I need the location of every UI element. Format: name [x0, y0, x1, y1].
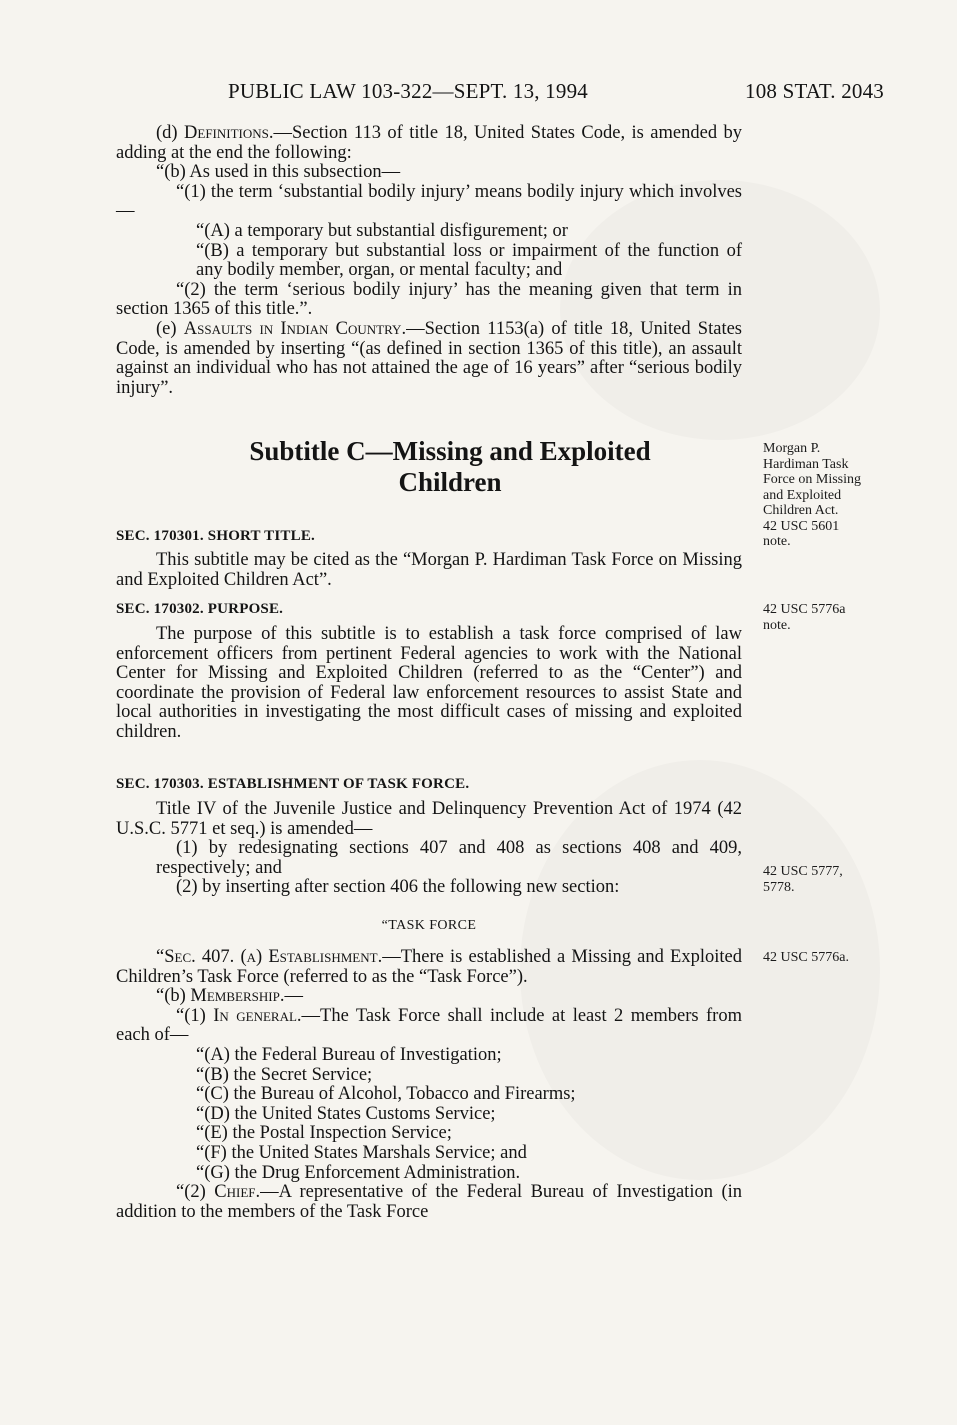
header-stat-page: 108 STAT. 2043 — [745, 79, 884, 103]
section-407-b-1 — [116, 1007, 742, 1046]
margin-note-line: and Exploited — [763, 487, 842, 503]
sec-170302-heading: SEC. 170302. PURPOSE. — [116, 601, 284, 617]
section-e-paragraph — [116, 320, 742, 398]
margin-note-line: note. — [763, 534, 791, 549]
sec-170301-paragraph: This subtitle may be cited as the “Morgan P. Hardiman Task Force on Missing and Exploited Children Act”. — [116, 550, 742, 590]
subtitle-heading — [130, 436, 770, 498]
margin-note-line: 42 USC 5776a. — [763, 950, 849, 965]
chief-text: .—A representative of the Federal Bureau of Investigation (in addition to the members of the Task Force — [116, 1182, 742, 1222]
section-407-a-text: .—There is established a Missing and Exploited Children’s Task Force (referred to as the “Task Force”). — [116, 947, 742, 987]
margin-note-line: note. — [763, 617, 791, 633]
agency-item: “(B) the Secret Service; — [196, 1064, 373, 1085]
agency-item: “(D) the United States Customs Service; — [196, 1103, 496, 1124]
section-407-b — [116, 987, 742, 1007]
margin-note-line: 5778. — [763, 879, 795, 895]
section-d-label: (d) — [156, 123, 185, 143]
section-e-heading: Assaults in Indian Country — [183, 318, 402, 339]
sec-170301-text — [116, 551, 742, 590]
margin-note-line: 42 USC 5776a — [763, 602, 846, 617]
section-d-e-block — [116, 124, 742, 398]
general-heading: In general — [213, 1005, 297, 1026]
chief-heading: Chief — [214, 1182, 256, 1203]
section-d-text: .—Section 113 of title 18, United States Code, is amended by adding at the end the following: — [116, 123, 742, 163]
membership-heading: Membership — [190, 986, 280, 1007]
section-407-a-heading: Establishment — [268, 947, 378, 967]
sec-170303-heading: SEC. 170303. ESTABLISHMENT OF TASK FORCE. — [116, 776, 470, 792]
section-407-b-2 — [116, 1183, 742, 1222]
margin-note-line: Children Act. — [763, 503, 839, 518]
section-d-heading: Definitions — [184, 123, 269, 143]
definition-1-a: “(A) a temporary but substantial disfigurement; or — [196, 220, 568, 241]
subtitle-line-1: Subtitle C—Missing and Exploited — [249, 436, 651, 466]
general-label: “(1) — [176, 1005, 214, 1026]
sec-170303-text — [116, 800, 742, 898]
definition-2: “(2) the term ‘serious bodily injury’ has the meaning given that term in section 1365 of this title.”. — [116, 279, 742, 320]
section-407-label: “Sec. 407. (a) — [156, 947, 269, 967]
general-text: .—The Task Force shall include at least 2 members from each of— — [116, 1005, 742, 1046]
sec-170302-paragraph: The purpose of this subtitle is to establish a task force comprised of law enforcement officers from pertinent Federal agencies to work with the National Center for Missing and Exploited Children (referred to as the “Center”) and coordinate the provision of Federal law enforcement resources to assist State and local authorities in investigating the most difficult cases of missing and exploited children. — [116, 624, 742, 742]
margin-note-purpose — [763, 602, 845, 633]
section-407-block — [116, 948, 742, 1222]
margin-note-line: 42 USC 5601 — [763, 518, 840, 534]
agency-item: “(E) the Postal Inspection Service; — [196, 1123, 452, 1144]
margin-note-line: Morgan P. — [763, 441, 821, 456]
definition-1: “(1) the term ‘substantial bodily injury’ means bodily injury which involves— — [116, 181, 742, 222]
section-407-a — [116, 948, 742, 987]
margin-note-redesignation — [763, 864, 843, 895]
membership-label: “(b) — [156, 986, 191, 1007]
chief-label: “(2) — [176, 1182, 215, 1203]
margin-note-task-force — [763, 950, 849, 966]
sec-170303-intro: Title IV of the Juvenile Justice and Delinquency Prevention Act of 1974 (42 U.S.C. 5771 et seq.) is amended— — [116, 799, 742, 839]
definition-1-b-text: “(B) a temporary but substantial loss or impairment of the function of any bodily member, organ, or mental faculty; and — [196, 240, 742, 281]
membership-dash: .— — [279, 986, 303, 1007]
sec-170302-text — [116, 625, 742, 743]
sec-170303-item-2: (2) by inserting after section 406 the following new section: — [176, 877, 620, 898]
definition-1-b — [116, 242, 742, 281]
subtitle-line-2: Children — [398, 467, 502, 497]
margin-note-short-title — [763, 441, 861, 550]
running-header — [228, 76, 884, 106]
section-e-text: .—Section 1153(a) of title 18, United States Code, is amended by inserting “(as defined in section 1365 of this title), an assault against an individual who has not attained the age of 16 years” after “serious bodily injury”. — [116, 318, 742, 398]
margin-note-line: 42 USC 5777, — [763, 864, 843, 879]
task-force-heading: “TASK FORCE — [381, 918, 477, 933]
section-d-paragraph — [116, 124, 742, 163]
agency-item: “(G) the Drug Enforcement Administration. — [196, 1162, 521, 1183]
agency-item: “(C) the Bureau of Alcohol, Tobacco and Firearms; — [196, 1084, 576, 1105]
section-e-label: (e) — [156, 318, 184, 339]
agency-item: “(F) the United States Marshals Service; and — [196, 1142, 527, 1163]
subsection-b-line: “(b) As used in this subsection— — [156, 162, 401, 183]
margin-note-line: Force on Missing — [763, 472, 861, 487]
agency-item: “(A) the Federal Bureau of Investigation; — [196, 1044, 502, 1065]
sec-170301-heading: SEC. 170301. SHORT TITLE. — [116, 528, 315, 544]
header-law-citation: PUBLIC LAW 103-322—SEPT. 13, 1994 — [228, 79, 588, 103]
sec-170303-item-1: (1) by redesignating sections 407 and 408 as sections 408 and 409, respectively; and — [156, 838, 742, 878]
margin-note-line: Hardiman Task — [763, 456, 849, 472]
